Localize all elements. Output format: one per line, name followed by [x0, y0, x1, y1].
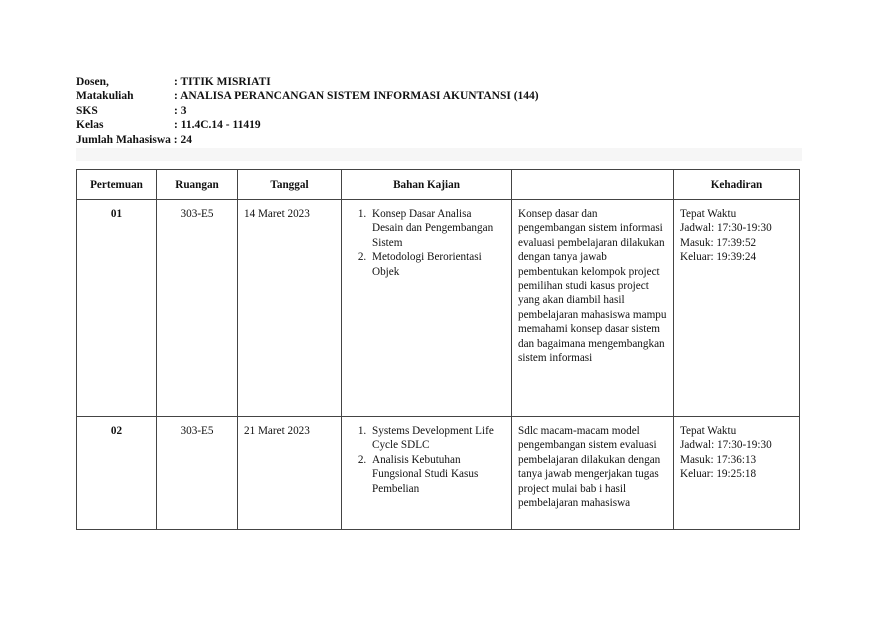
attendance-in: Masuk: 17:39:52 [680, 236, 757, 249]
info-label: Matakuliah [76, 90, 134, 103]
column-header: Tanggal [238, 170, 342, 200]
cell-bahan-kajian [342, 417, 512, 530]
cell-deskripsi: Konsep dasar dan pengembangan sistem informasi evaluasi pembelajaran dilakukan dengan tanya jawab pembentukan kelompok project pemilihan studi kasus project yang akan diambil hasil pembelajaran mahasiswa mampu memahami konsep dasar sistem dan bagaimana mengembangkan sistem informasi [512, 200, 674, 417]
info-dosen [76, 75, 539, 89]
info-label: SKS [76, 104, 98, 117]
topic-list [348, 424, 505, 496]
topic-list [348, 207, 505, 279]
info-sks [76, 104, 539, 118]
cell-ruangan: 303-E5 [157, 417, 238, 530]
info-kelas [76, 118, 539, 132]
info-value: : TITIK MISRIATI [174, 76, 271, 88]
info-value: : 11.4C.14 - 11419 [174, 119, 261, 132]
column-header: Kehadiran [674, 170, 800, 200]
cell-kehadiran [674, 417, 800, 530]
table-row [77, 417, 800, 530]
column-header [512, 170, 674, 200]
info-jumlah-mahasiswa [76, 133, 539, 147]
column-header: Pertemuan [77, 170, 157, 200]
topic-item: 1. Konsep Dasar Analisa Desain dan Pengembangan Sistem [369, 207, 505, 250]
cell-bahan-kajian [342, 200, 512, 417]
attendance-out: Keluar: 19:39:24 [680, 251, 757, 264]
info-label: Kelas [76, 119, 104, 132]
table-header-row [77, 170, 800, 200]
attendance-table [76, 169, 800, 530]
topic-item: 1. Systems Development Life Cycle SDLC [369, 424, 505, 453]
cell-tanggal: 14 Maret 2023 [238, 200, 342, 417]
column-header: Bahan Kajian [342, 170, 512, 200]
attendance-status: Tepat Waktu [680, 208, 737, 220]
topic-item: 2. Analisis Kebutuhan Fungsional Studi Kasus Pembelian [369, 453, 505, 496]
info-value: : 3 [174, 104, 187, 117]
cell-tanggal: 21 Maret 2023 [238, 417, 342, 530]
info-matakuliah [76, 89, 539, 103]
attendance-status: Tepat Waktu [680, 425, 737, 437]
course-info [76, 75, 539, 147]
attendance-schedule: Jadwal: 17:30-19:30 [680, 222, 772, 235]
cell-pertemuan: 02 [77, 417, 157, 530]
info-label: Dosen, [76, 76, 109, 88]
cell-deskripsi: Sdlc macam-macam model pengembangan sistem evaluasi pembelajaran dilakukan dengan tanya jawab mengerjakan tugas project mulai bab i hasil pembelajaran mahasiswa [512, 417, 674, 530]
divider-band [76, 148, 802, 161]
cell-ruangan: 303-E5 [157, 200, 238, 417]
cell-kehadiran [674, 200, 800, 417]
info-value: : ANALISA PERANCANGAN SISTEM INFORMASI AKUNTANSI (144) [174, 90, 539, 103]
attendance-schedule: Jadwal: 17:30-19:30 [680, 439, 772, 452]
attendance-in: Masuk: 17:36:13 [680, 453, 757, 466]
info-value: : 24 [173, 133, 192, 146]
table-row [77, 200, 800, 417]
column-header: Ruangan [157, 170, 238, 200]
cell-pertemuan: 01 [77, 200, 157, 417]
topic-item: 2. Metodologi Berorientasi Objek [369, 250, 505, 279]
info-label: Jumlah Mahasiswa [76, 133, 171, 146]
attendance-out: Keluar: 19:25:18 [680, 468, 757, 481]
